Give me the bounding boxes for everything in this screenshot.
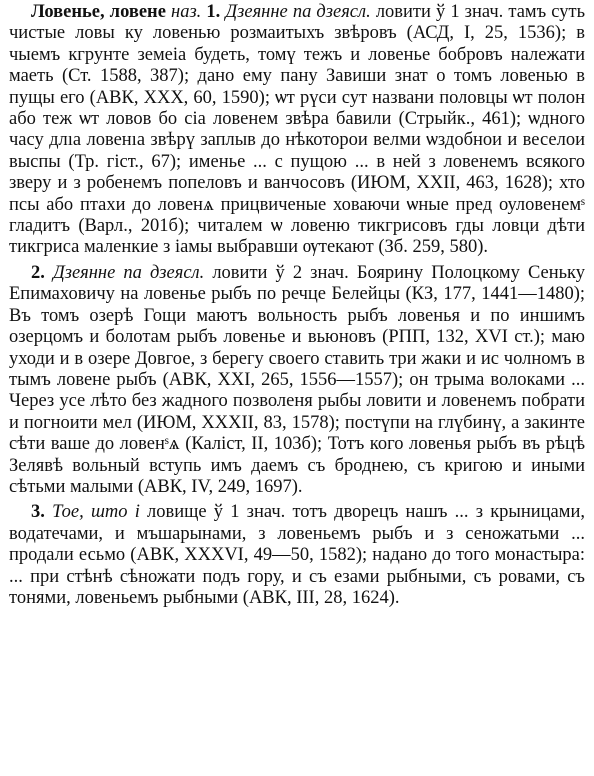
sense-2-reference: ловити ў 2 знач. <box>212 262 349 283</box>
sense-2-paragraph <box>9 263 585 498</box>
sense-1-definition: Дзеянне па дзеясл. <box>225 2 371 22</box>
sense-1-reference: ловити ў 1 знач. <box>375 2 504 22</box>
grammar-label: наз. <box>171 2 202 22</box>
sense-3-quotes: тотъ дворецъ нашъ ... з крыницами, водатечами, и мъшарынами, з ловеньемъ рыбъ и з сеножатьми ... продали есьмо (АВК, XXXVI, 49—50, 1582); надано до того монастыра: ... при стѣнѣ сѣножати подъ гору, и съ езами рыбными, съ ровами, съ тонями, ловеньемъ рыбными (АВК, III, 28, 1624). <box>9 502 586 608</box>
sense-2-quotes: Боярину Полоцкому Сеньку Епимаховичу на ловенье рыбъ по речце Белейцы (КЗ, 177, 1441—1480); Въ томъ озерѣ Гощи маютъ вольность рыбъ ловенья и по иншимъ озерцомъ и болотам рыбъ ловенье и вьюновъ (РПП, 132, XVI ст.); маю уходи и в озере Довгое, з берегу своего ставить три жаки и ис чолномъ в тымъ ловене рыбъ (АВК, XXI, 265, 1556—1557); он трыма волоками ... Через усе лѣто без жадного позволеня рыбы ловити и ловенемъ побрати и погноити мел (ИЮМ, XXXII, 83, 1578); постүпи на глүбинү, а закинте сѣти ваше до ловенˢѧ (Калiст, II, 103б); Тотъ кого ловенья рыбъ въ рѣцѣ Зелявѣ вольный вступь имъ даемъ съ броднею, съ кригою и иными сѣтьми малыми (АВК, IV, 249, 1697). <box>9 262 586 497</box>
sense-1-number: 1. <box>206 2 221 22</box>
sense-3-number: 3. <box>31 502 45 523</box>
sense-2-number: 2. <box>31 262 45 283</box>
sense-3-paragraph <box>9 502 585 609</box>
sense-1-quotes: тамъ суть чистые ловы ку ловенью розмаитыхъ звѣровъ (АСД, I, 25, 1536); в чыемъ кгрунте земеіа будеть, томү тежъ и ловенье бобровъ належати маеть (Ст. 1588, 387); дано ему пану Завиши знат о томъ ловенью в пущы его (АВК, XXX, 60, 1590); ѡт рүси сут названи половцы ѡт полон або теж ѡт ловов бо сіа ловенем звѣра бавили (Стрыйк., 461); ѡдного часу длıа ловенıа звѣрү заплыв до нѣкоторои велми ѡздобнои и веселои выспы (Тр. гіст., 67); именье ... с пущою ... в ней з ловенемъ всякого зверу и з робенемъ попеловъ и ванчосовъ (ИЮМ, XXII, 463, 1628); хто псы або птахи до ловенѧ прицвиченые ховаючи ѡные пред оуловенемˢ гладитъ (Варл., 201б); читалем ѡ ловеню тикгрисовъ гды ловци дѣти тикгриса маленкие з іамы выбравши ѹтекают (Зб. 259, 580). <box>9 2 586 258</box>
sense-3-reference: ловище ў 1 знач. <box>147 502 286 523</box>
sense-1-paragraph <box>9 2 585 259</box>
sense-2-definition: Дзеянне па дзеясл. <box>52 262 205 283</box>
headword: Ловенье, ловене <box>31 2 166 22</box>
sense-3-definition: Тое, што і <box>52 502 140 523</box>
